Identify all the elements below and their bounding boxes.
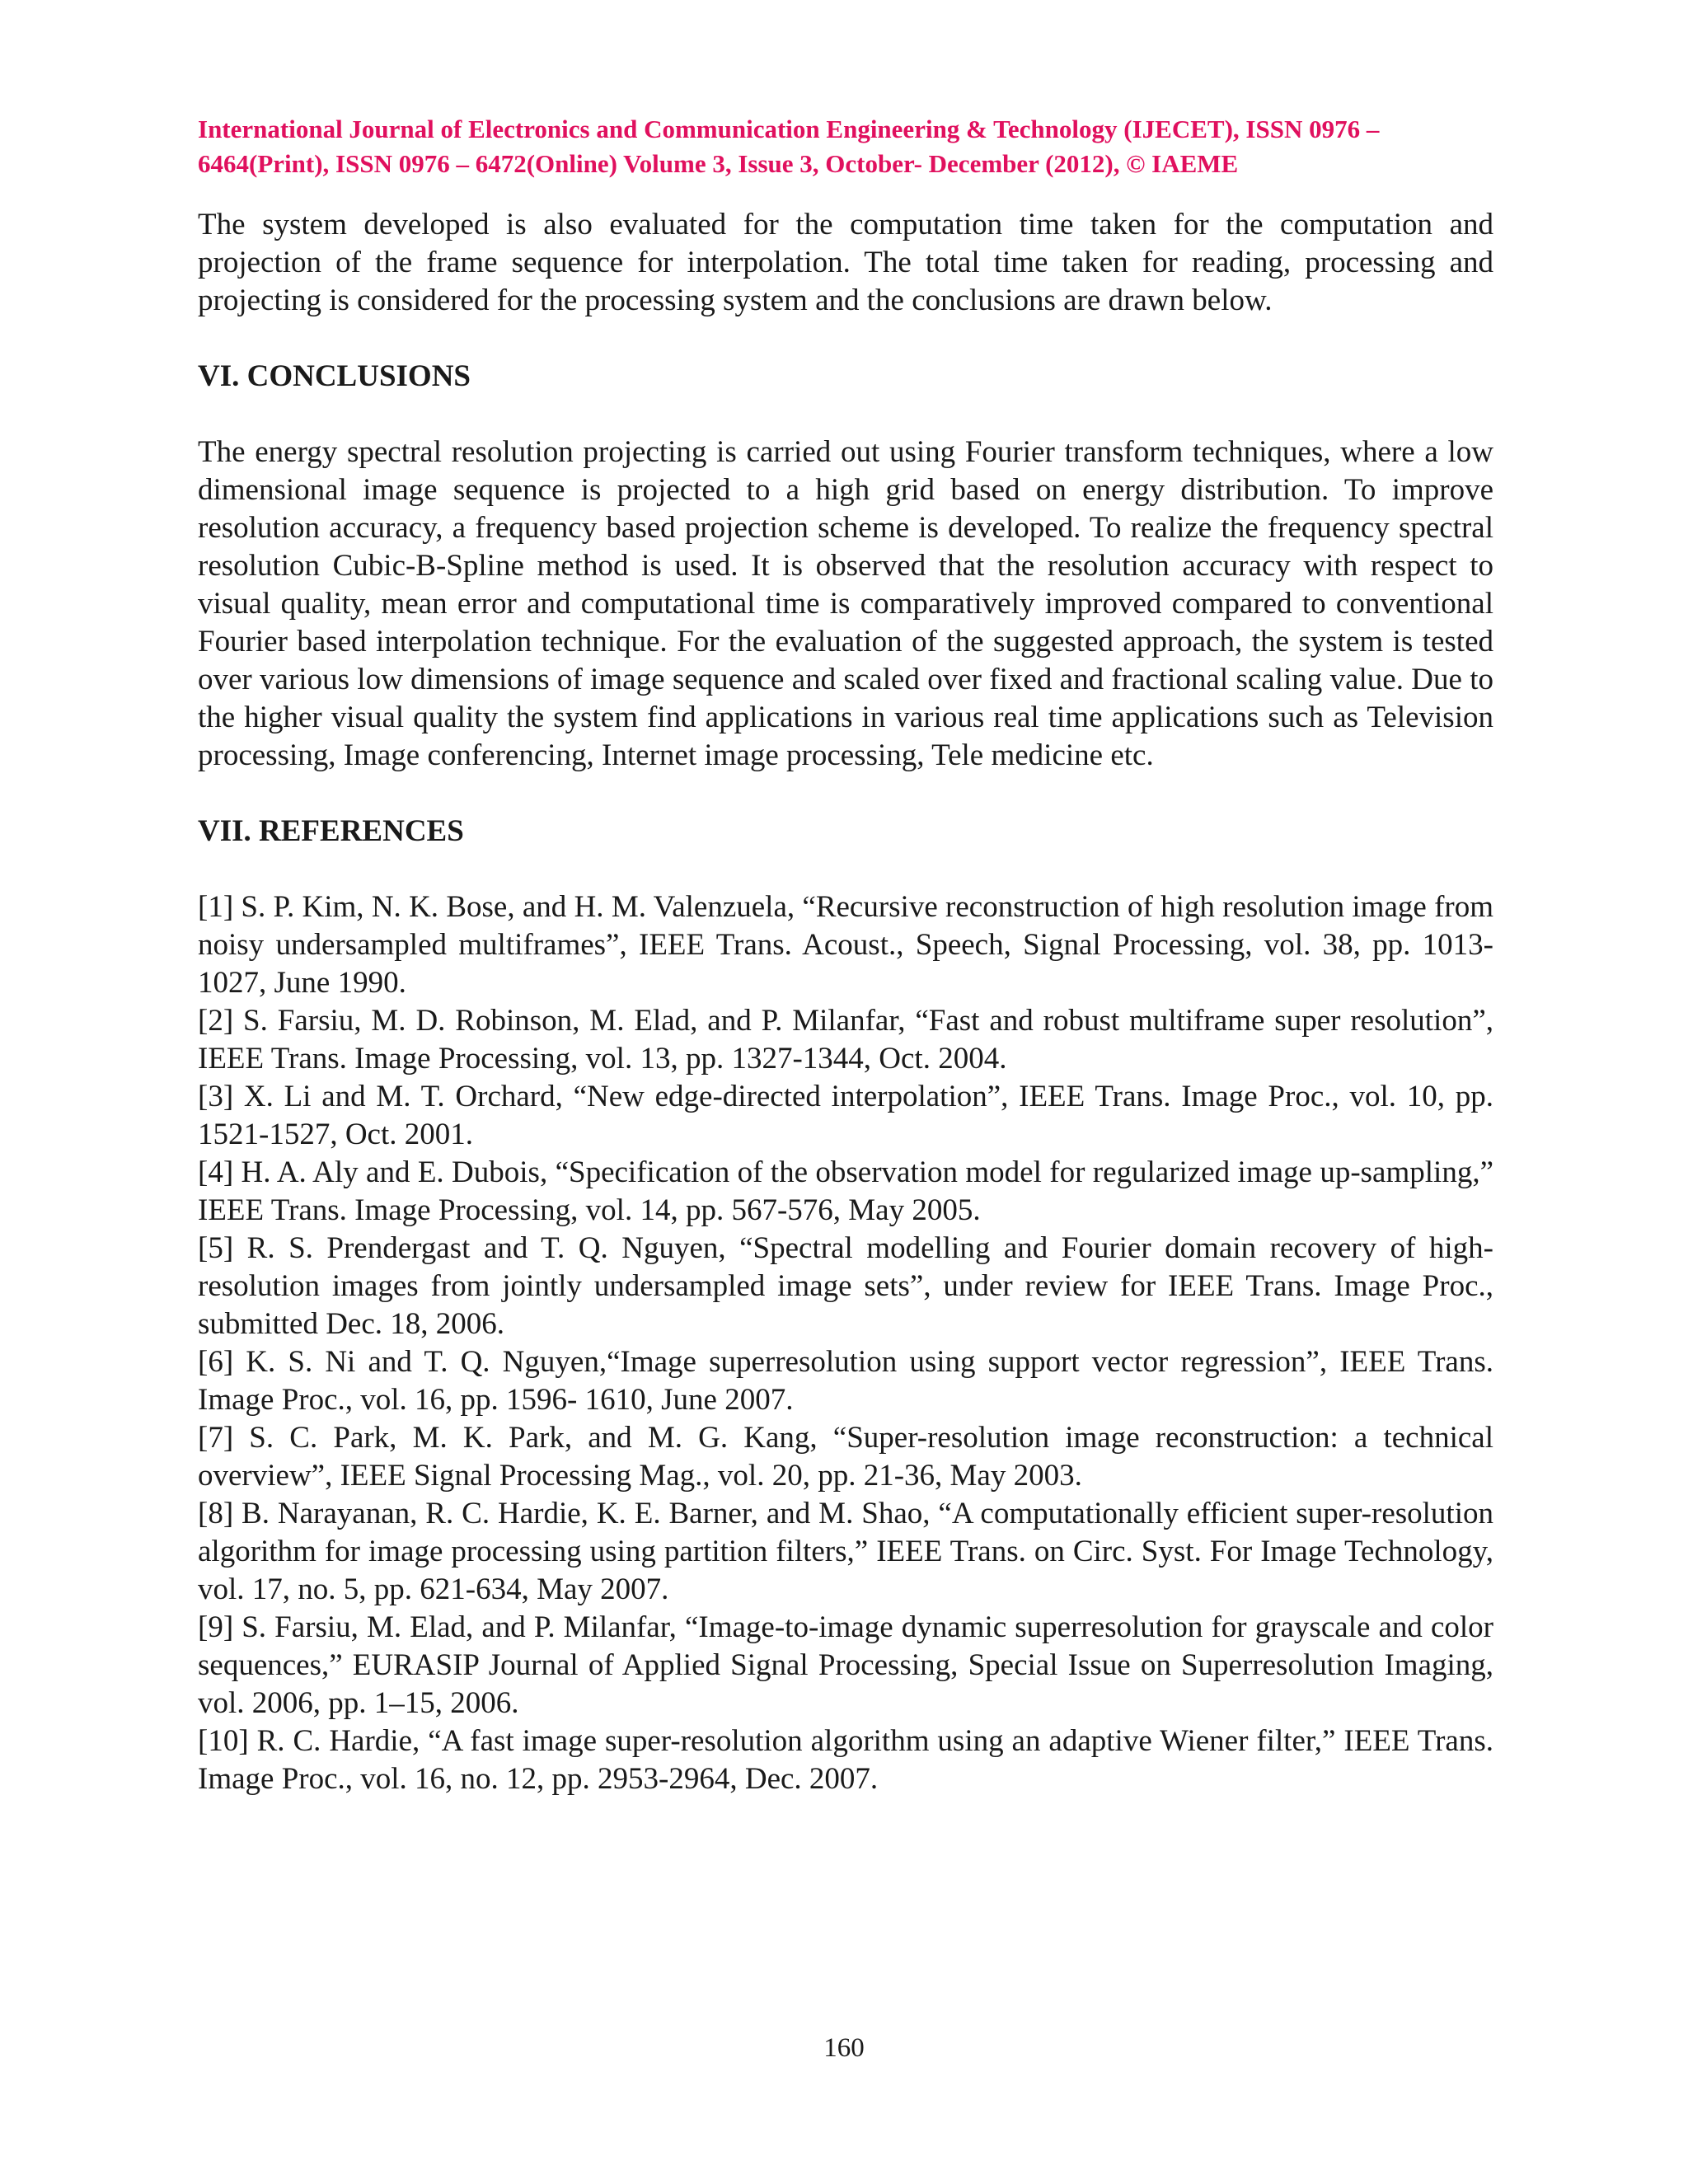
reference-item-2: [2] S. Farsiu, M. D. Robinson, M. Elad, and P. Milanfar, “Fast and robust multiframe super resolution”, IEEE Trans. Image Processing, vol. 13, pp. 1327-1344, Oct. 2004. [198,1004,1493,1076]
reference-item-1: [1] S. P. Kim, N. K. Bose, and H. M. Valenzuela, “Recursive reconstruction of high resolution image from noisy undersampled multiframes”, IEEE Trans. Acoust., Speech, Signal Processing, vol. 38, pp. 1013-1027, June 1990. [198,890,1493,1000]
reference-item-7: [7] S. C. Park, M. K. Park, and M. G. Kang, “Super-resolution image reconstruction: a technical overview”, IEEE Signal Processing Mag., vol. 20, pp. 21-36, May 2003. [198,1421,1493,1493]
references-heading: VII. REFERENCES [198,814,464,848]
journal-header: International Journal of Electronics and Communication Engineering & Technology (IJECET), ISSN 0976 – 6464(Print), ISSN 0976 – 6472(Online) Volume 3, Issue 3, October- December (2012), © IAEME [198,115,1380,178]
reference-item-10: [10] R. C. Hardie, “A fast image super-resolution algorithm using an adaptive Wiener filter,” IEEE Trans. Image Proc., vol. 16, no. 12, pp. 2953-2964, Dec. 2007. [198,1724,1493,1796]
reference-list [198,888,1493,1798]
conclusions-heading: VI. CONCLUSIONS [198,359,471,393]
reference-item-6: [6] K. S. Ni and T. Q. Nguyen,“Image superresolution using support vector regression”, IEEE Trans. Image Proc., vol. 16, pp. 1596- 1610, June 2007. [198,1345,1493,1417]
page-number: 160 [823,2033,865,2063]
reference-item-3: [3] X. Li and M. T. Orchard, “New edge-directed interpolation”, IEEE Trans. Image Proc., vol. 10, pp. 1521-1527, Oct. 2001. [198,1080,1493,1151]
intro-paragraph: The system developed is also evaluated for the computation time taken for the computation and projection of the frame sequence for interpolation. The total time taken for reading, processing and projecting is considered for the processing system and the conclusions are drawn below. [198,208,1493,317]
reference-item-9: [9] S. Farsiu, M. Elad, and P. Milanfar, “Image-to-image dynamic superresolution for grayscale and color sequences,” EURASIP Journal of Applied Signal Processing, Special Issue on Superresolution Imaging, vol. 2006, pp. 1–15, 2006. [198,1610,1493,1720]
conclusions-paragraph: The energy spectral resolution projecting is carried out using Fourier transform techniques, where a low dimensional image sequence is projected to a high grid based on energy distribution. To improve resolution accuracy, a frequency based projection scheme is developed. To realize the frequency spectral resolution Cubic-B-Spline method is used. It is observed that the resolution accuracy with respect to visual quality, mean error and computational time is comparatively improved compared to conventional Fourier based interpolation technique. For the evaluation of the suggested approach, the system is tested over various low dimensions of image sequence and scaled over fixed and fractional scaling value. Due to the higher visual quality the system find applications in various real time applications such as Television processing, Image conferencing, Internet image processing, Tele medicine etc. [198,435,1493,772]
reference-item-5: [5] R. S. Prendergast and T. Q. Nguyen, “Spectral modelling and Fourier domain recovery of high-resolution images from jointly undersampled image sets”, under review for IEEE Trans. Image Proc., submitted Dec. 18, 2006. [198,1231,1493,1341]
reference-item-4: [4] H. A. Aly and E. Dubois, “Specification of the observation model for regularized image up-sampling,” IEEE Trans. Image Processing, vol. 14, pp. 567-576, May 2005. [198,1155,1493,1227]
page-content [198,112,1493,1798]
reference-item-8: [8] B. Narayanan, R. C. Hardie, K. E. Barner, and M. Shao, “A computationally efficient super-resolution algorithm for image processing using partition filters,” IEEE Trans. on Circ. Syst. For Image Technology, vol. 17, no. 5, pp. 621-634, May 2007. [198,1497,1493,1606]
